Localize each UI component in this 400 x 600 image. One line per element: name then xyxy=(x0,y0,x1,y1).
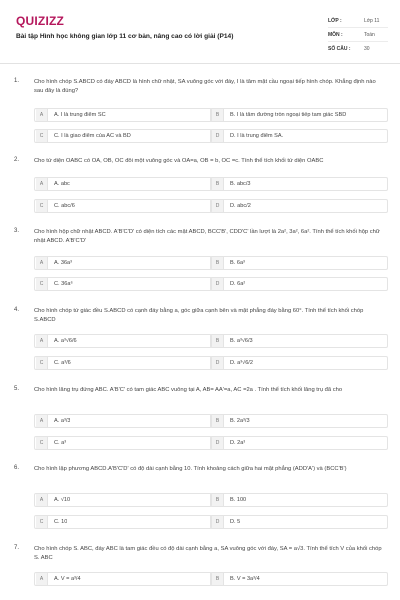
option-c[interactable] xyxy=(34,277,212,291)
option-letter: B xyxy=(212,335,224,347)
option-letter: D xyxy=(212,437,224,449)
question-text: Cho tứ diện OABC có OA, OB, OC đôi một vuông góc và OA=a, OB = b, OC =c. Tính thể tích khối tứ diện OABC xyxy=(34,158,324,164)
option-text: A. 36a³ xyxy=(54,260,73,266)
option-text: A. a³√6/6 xyxy=(54,338,77,344)
option-text: B. 100 xyxy=(230,497,247,503)
question-number: 4. xyxy=(14,307,20,313)
option-a[interactable] xyxy=(34,177,212,191)
option-letter: B xyxy=(212,573,224,585)
option-text: D. 6a² xyxy=(230,281,246,287)
option-letter: D xyxy=(212,516,224,528)
option-a[interactable] xyxy=(34,572,212,586)
question-text: Cho hình chóp S.ABCD có đáy ABCD là hình chữ nhật, SA vuông góc với đáy, I là tâm mặt cầu ngoại tiếp hình chóp. Khẳng định nào sau đây là đúng? xyxy=(34,79,376,94)
option-letter: B xyxy=(212,415,224,427)
question-text: Cho hình lăng trụ đứng ABC. A'B'C' có tam giác ABC vuông tại A, AB= AA'=a, AC =2a . Tính thể tích khối lăng trụ đã cho xyxy=(34,387,343,393)
option-b[interactable] xyxy=(210,256,388,270)
option-text: B. 6a³ xyxy=(230,260,245,266)
question-text: Cho hình chóp S. ABC, đáy ABC là tam giác đều có độ dài cạnh bằng a, SA vuông góc với đáy, SA = a√3. Tính thể tích V của khối chóp S. ABC xyxy=(34,546,382,561)
option-text: A. V = a³/4 xyxy=(54,576,81,582)
option-text: B. V = 3a³/4 xyxy=(230,576,260,582)
option-d[interactable] xyxy=(210,199,388,213)
meta-value: 30 xyxy=(364,46,370,52)
option-b[interactable] xyxy=(210,572,388,586)
option-text: B. 2a³/3 xyxy=(230,418,250,424)
option-text: A. abc xyxy=(54,181,70,187)
option-text: C. I là giao điểm của AC và BD xyxy=(54,133,131,139)
option-letter: C xyxy=(36,357,48,369)
question-number: 2. xyxy=(14,157,20,163)
option-a[interactable] xyxy=(34,493,212,507)
option-c[interactable] xyxy=(34,129,212,143)
option-letter: A xyxy=(36,415,48,427)
worksheet-meta xyxy=(328,14,388,56)
option-letter: B xyxy=(212,257,224,269)
option-text: B. I là tâm đường tròn ngoại tiếp tam giác SBD xyxy=(230,112,347,118)
meta-value: Toán xyxy=(364,31,375,38)
question-number: 6. xyxy=(14,465,20,471)
option-letter: D xyxy=(212,130,224,142)
option-b[interactable] xyxy=(210,493,388,507)
option-letter: B xyxy=(212,494,224,506)
option-text: C. a³/6 xyxy=(54,360,71,366)
option-a[interactable] xyxy=(34,108,212,122)
meta-label: MÔN : xyxy=(328,31,343,38)
option-a[interactable] xyxy=(34,256,212,270)
option-letter: A xyxy=(36,109,48,121)
option-letter: A xyxy=(36,178,48,190)
question-number: 1. xyxy=(14,78,20,84)
question-number: 7. xyxy=(14,545,20,551)
option-text: B. abc/3 xyxy=(230,181,251,187)
option-text: A. a³/3 xyxy=(54,418,71,424)
option-text: C. 36a⁶ xyxy=(54,281,73,287)
option-text: D. a³√6/2 xyxy=(230,360,253,366)
option-c[interactable] xyxy=(34,356,212,370)
meta-value: Lớp 11 xyxy=(364,17,380,24)
page-title: Bài tập Hình học không gian lớp 11 cơ bản, nâng cao có lời giải (P14) xyxy=(16,33,234,40)
option-d[interactable] xyxy=(210,129,388,143)
question-number: 3. xyxy=(14,228,20,234)
option-b[interactable] xyxy=(210,108,388,122)
option-letter: B xyxy=(212,178,224,190)
option-letter: B xyxy=(212,109,224,121)
option-text: C. 10 xyxy=(54,519,68,525)
question-text: Cho hình hộp chữ nhật ABCD. A'B'C'D' có diện tích các mặt ABCD, BCC'B', CDD'C' lần lượt là 2a², 3a², 6a². Tính thể tích khối hộp chữ nhật ABCD. A'B'C'D' xyxy=(34,229,380,244)
option-c[interactable] xyxy=(34,515,212,529)
option-letter: C xyxy=(36,278,48,290)
meta-row-count xyxy=(328,42,388,56)
question-text: Cho hình lập phương ABCD.A'B'C'D' có độ dài cạnh bằng 10. Tính khoảng cách giữa hai mặt phẳng (ADD'A') và (BCC'B') xyxy=(34,466,347,472)
option-letter: A xyxy=(36,494,48,506)
worksheet-header xyxy=(0,0,400,64)
question-text: Cho hình chóp tứ giác đều S.ABCD có cạnh đáy bằng a, góc giữa cạnh bên và mặt phẳng đáy bằng 60°. Tính thể tích khối chóp S.ABCD xyxy=(34,308,364,323)
option-text: B. a³√6/3 xyxy=(230,338,253,344)
option-text: A. I là trung điểm SC xyxy=(54,112,106,118)
meta-label: SỐ CÂU : xyxy=(328,46,351,52)
option-letter: A xyxy=(36,573,48,585)
question-number: 5. xyxy=(14,386,20,392)
meta-row-subject xyxy=(328,28,388,42)
option-d[interactable] xyxy=(210,277,388,291)
option-letter: D xyxy=(212,278,224,290)
meta-row-grade xyxy=(328,14,388,28)
meta-label: LỚP : xyxy=(328,17,342,24)
option-letter: C xyxy=(36,516,48,528)
option-text: C. a³ xyxy=(54,440,67,446)
option-b[interactable] xyxy=(210,334,388,348)
option-c[interactable] xyxy=(34,199,212,213)
option-text: A. √10 xyxy=(54,497,71,503)
option-d[interactable] xyxy=(210,515,388,529)
brand-logo: QUIZIZZ xyxy=(16,14,65,28)
option-text: C. abc/6 xyxy=(54,203,75,209)
option-b[interactable] xyxy=(210,177,388,191)
option-letter: D xyxy=(212,200,224,212)
option-a[interactable] xyxy=(34,414,212,428)
option-letter: A xyxy=(36,257,48,269)
option-text: D. abc/2 xyxy=(230,203,251,209)
option-text: D. 2a³ xyxy=(230,440,246,446)
option-d[interactable] xyxy=(210,356,388,370)
option-text: D. I là trung điểm SA. xyxy=(230,133,284,139)
option-letter: C xyxy=(36,437,48,449)
option-a[interactable] xyxy=(34,334,212,348)
option-letter: A xyxy=(36,335,48,347)
option-d[interactable] xyxy=(210,436,388,450)
option-c[interactable] xyxy=(34,436,212,450)
option-letter: D xyxy=(212,357,224,369)
option-letter: C xyxy=(36,130,48,142)
option-b[interactable] xyxy=(210,414,388,428)
option-text: D. 5 xyxy=(230,519,241,525)
option-letter: C xyxy=(36,200,48,212)
